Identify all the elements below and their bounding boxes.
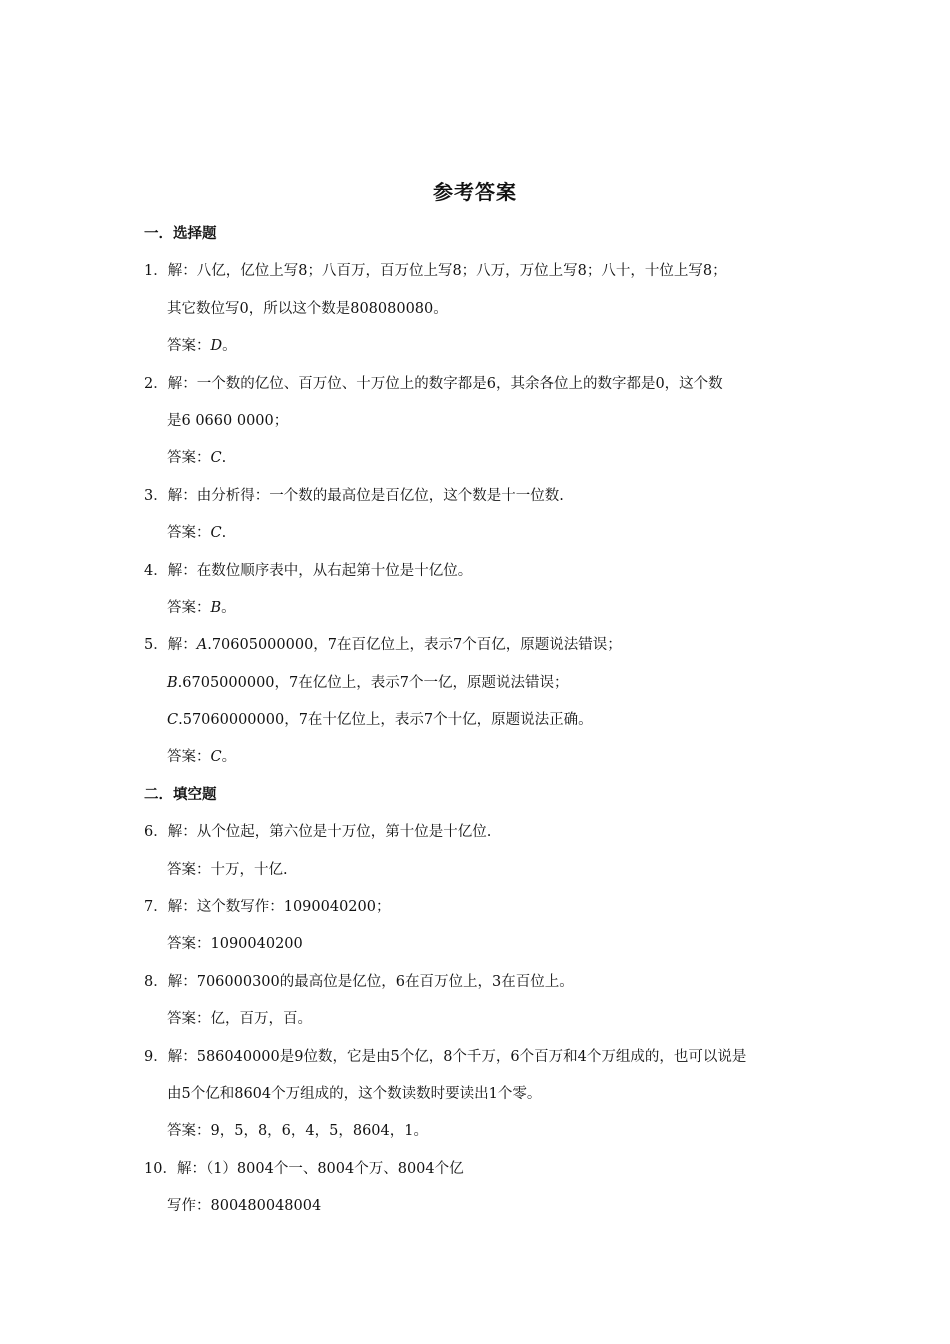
q2-answer: 答案：C. — [167, 450, 227, 467]
q6-answer: 答案：十万，十亿. — [167, 861, 288, 878]
q7-line-1: 7．解：这个数写作：1090040200； — [144, 899, 391, 916]
q3-line-1 — [144, 484, 824, 521]
q3-number: 3． — [144, 487, 168, 504]
q2-line-1 — [144, 372, 824, 409]
q6-line-1: 6．解：从个位起，第六位是十万位，第十位是十亿位. — [144, 824, 492, 841]
q8-number: 8． — [144, 973, 168, 990]
q1-line-2: 其它数位写0，所以这个数是808080080。 — [167, 300, 448, 317]
q8-answer: 答案：亿，百万，百。 — [167, 1011, 312, 1028]
q1-line-1 — [144, 259, 824, 296]
q4-number: 4． — [144, 562, 168, 579]
q4-line-1 — [144, 559, 824, 596]
q3-answer-letter: C — [210, 525, 222, 542]
q9-number: 9． — [144, 1048, 168, 1065]
q5-answer: 答案：C。 — [167, 749, 237, 766]
section-heading-fill: 二．填空题 — [144, 786, 217, 803]
q3-text-1: 解：由分析得：一个数的最高位是百亿位，这个数是十一位数. — [167, 487, 564, 504]
q7-answer: 答案：1090040200 — [167, 936, 303, 953]
q4-text-1: 解：在数位顺序表中，从右起第十位是十亿位。 — [167, 562, 473, 579]
q4-answer-letter: B — [210, 599, 222, 616]
q6-number: 6． — [144, 824, 168, 841]
q4-answer: 答案：B。 — [167, 599, 236, 616]
q9-answer: 答案：9，5，8，6，4，5，8604，1。 — [167, 1123, 428, 1140]
q1-text-1: 解：八亿，亿位上写8；八百万，百万位上写8；八万，万位上写8；八十，十位上写8； — [167, 263, 727, 280]
q8-line-1: 8．解：706000300的最高位是亿位，6在百万位上，3在百位上。 — [144, 973, 574, 990]
section-heading-choice: 一．选择题 — [144, 226, 217, 242]
q2-number: 2． — [144, 375, 168, 392]
q5-line-1: 5．解：A.70605000000，7在百亿位上，表示7个百亿，原题说法错误； — [144, 637, 622, 654]
q5-answer-letter: C — [210, 749, 222, 766]
q1-answer-letter: D — [210, 338, 223, 355]
q10-line-1: 10．解：（1）8004个一、8004个万、8004个亿 — [144, 1160, 464, 1177]
q1-answer: 答案：D。 — [167, 338, 237, 355]
q5-number: 5． — [144, 637, 168, 654]
q2-text-1: 解：一个数的亿位、百万位、十万位上的数字都是6，其余各位上的数字都是0，这个数 — [167, 375, 723, 392]
q2-line-2: 是6 0660 0000； — [167, 412, 289, 429]
answer-content — [144, 222, 824, 1232]
q7-number: 7． — [144, 899, 168, 916]
q3-answer: 答案：C. — [167, 525, 227, 542]
q5-line-2: B.6705000000，7在亿位上，表示7个一亿，原题说法错误； — [167, 674, 569, 691]
q10-number: 10． — [144, 1160, 177, 1177]
q10-line-2: 写作：800480048004 — [167, 1198, 322, 1215]
page-title: 参考答案 — [433, 180, 517, 204]
q9-line-2: 由5个亿和8604个万组成的，这个数读数时要读出1个零。 — [167, 1085, 542, 1102]
q9-line-1: 9．解：586040000是9位数，它是由5个亿，8个千万，6个百万和4个万组成的，也可以说是 — [144, 1048, 747, 1065]
q1-number: 1． — [144, 263, 168, 280]
q5-line-3: C.57060000000，7在十亿位上，表示7个十亿，原题说法正确。 — [167, 712, 593, 729]
q2-answer-letter: C — [210, 450, 222, 467]
